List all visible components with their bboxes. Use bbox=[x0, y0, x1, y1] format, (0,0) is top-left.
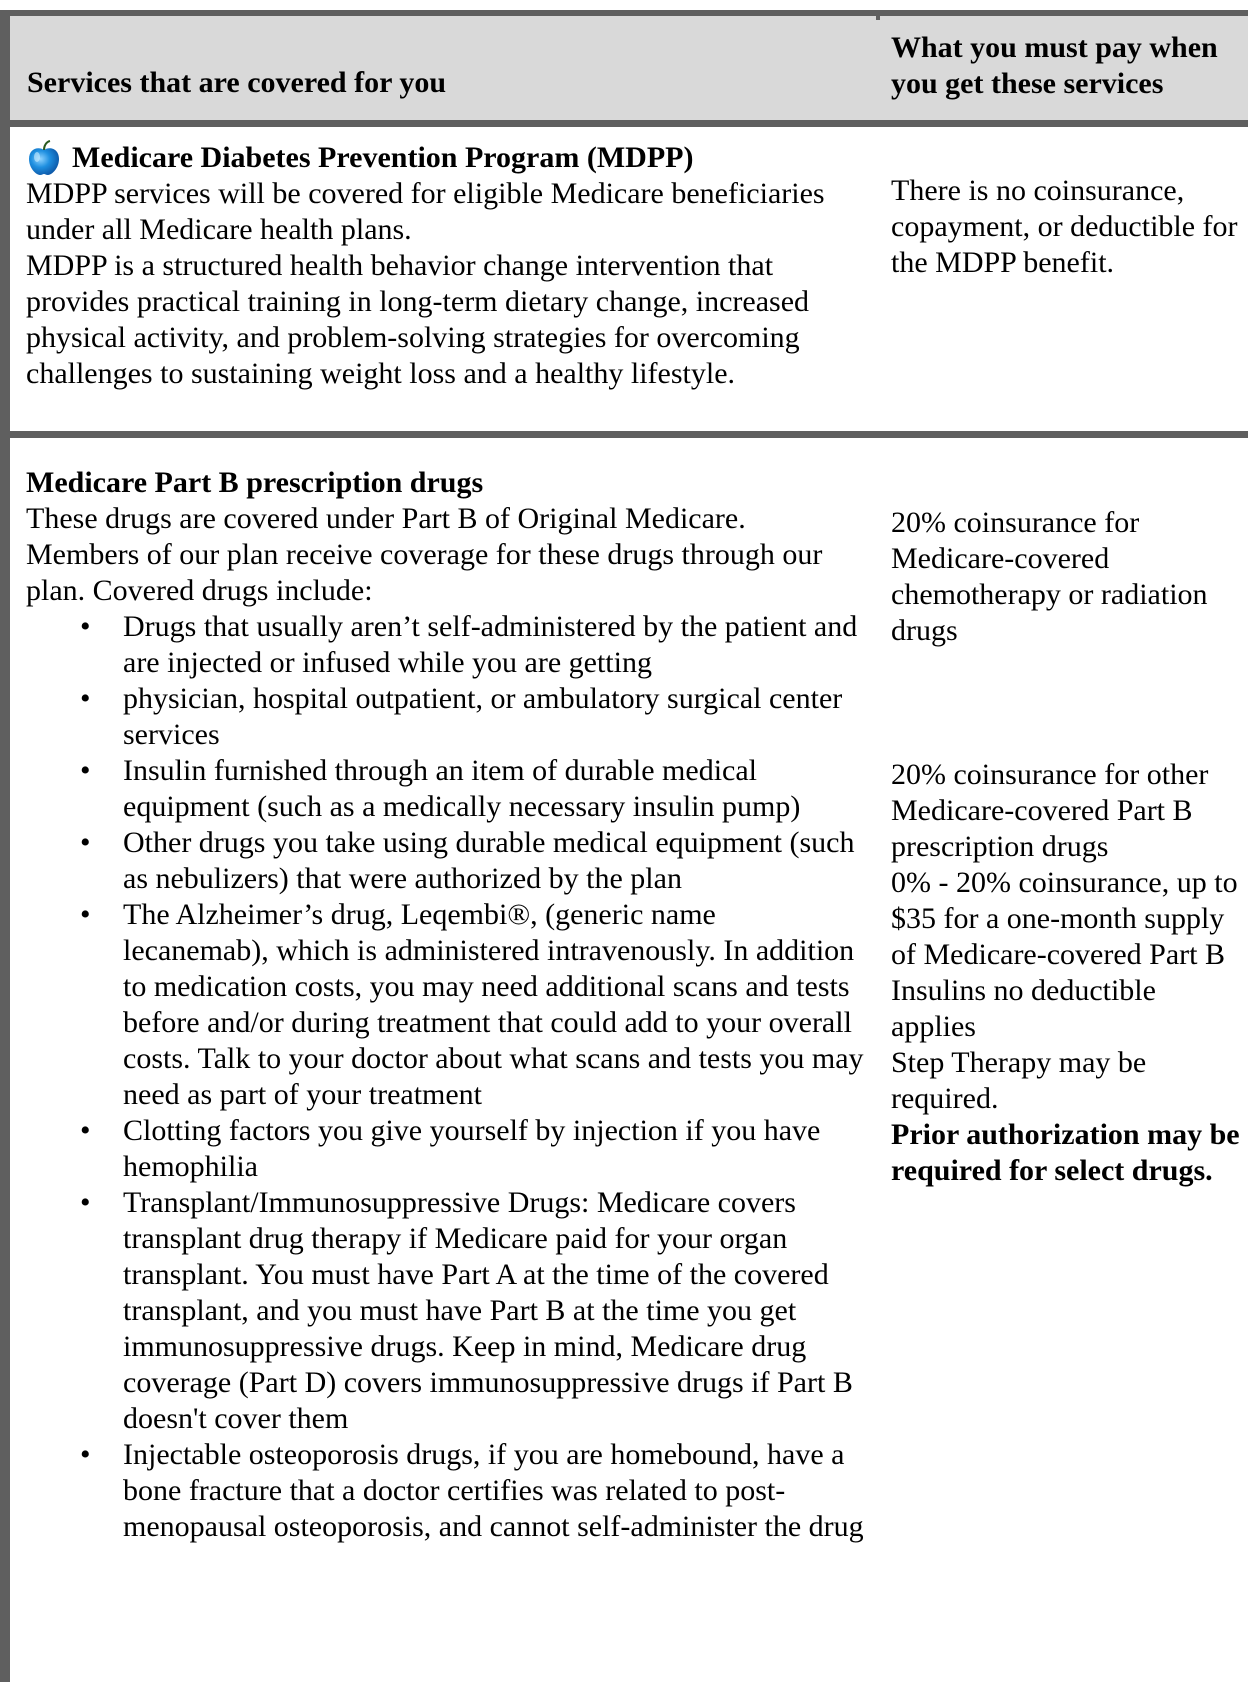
list-item: • Injectable osteoporosis drugs, if you are homebound, have a bone fracture that a doctor certifies was related to post-menopausal osteoporosis, and cannot self-administer the drug bbox=[26, 1437, 866, 1545]
list-item: • physician, hospital outpatient, or ambulatory surgical center services bbox=[26, 681, 866, 753]
partb-title: Medicare Part B prescription drugs bbox=[26, 466, 484, 499]
header-services-column: Services that are covered for you bbox=[27, 66, 447, 99]
mdpp-service-cell bbox=[26, 140, 866, 392]
mdpp-cost-text: There is no coinsurance, copayment, or deductible for the MDPP benefit. bbox=[891, 174, 1238, 279]
apple-icon bbox=[26, 140, 62, 176]
mdpp-paragraph-2: MDPP is a structured health behavior change intervention that provides practical training in long-term dietary change, increased physical activity, and problem-solving strategies for overcoming challenges to sustaining weight loss and a healthy lifestyle. bbox=[26, 249, 810, 390]
partb-prior-authorization: Prior authorization may be required for select drugs. bbox=[891, 1118, 1240, 1187]
row-divider bbox=[10, 431, 1248, 438]
partb-cost-other: 20% coinsurance for other Medicare-covered Part B prescription drugs bbox=[891, 758, 1209, 863]
mdpp-title: Medicare Diabetes Prevention Program (MDPP) bbox=[72, 141, 694, 174]
header-cost-line-2: you get these services bbox=[891, 67, 1164, 100]
list-item: • Other drugs you take using durable medical equipment (such as nebulizers) that were authorized by the plan bbox=[26, 825, 866, 897]
mdpp-cost-cell bbox=[891, 173, 1241, 281]
list-item: • Insulin furnished through an item of durable medical equipment (such as a medically necessary insulin pump) bbox=[26, 753, 866, 825]
partb-cost-cell bbox=[891, 505, 1241, 1189]
mdpp-title-line bbox=[26, 140, 866, 176]
partb-cost-insulin: 0% - 20% coinsurance, up to $35 for a one-month supply of Medicare-covered Part B Insulins no deductible applies bbox=[891, 866, 1238, 1043]
header-cost-column bbox=[891, 30, 1248, 102]
partb-cost-chemo: 20% coinsurance for Medicare-covered chemotherapy or radiation drugs bbox=[891, 506, 1208, 647]
partb-service-cell bbox=[26, 465, 866, 1545]
table-header bbox=[10, 16, 1248, 127]
list-item: • Transplant/Immunosuppressive Drugs: Medicare covers transplant drug therapy if Medicare paid for your organ transplant. You must have Part A at the time of the covered transplant, and you must have Part B at the time you get immunosuppressive drugs. Keep in mind, Medicare drug coverage (Part D) covers immunosuppressive drugs if Part B doesn't cover them bbox=[26, 1185, 866, 1437]
mdpp-paragraph-1: MDPP services will be covered for eligible Medicare beneficiaries under all Medicare health plans. bbox=[26, 177, 825, 246]
header-divider-tick bbox=[876, 14, 880, 20]
list-item: • Drugs that usually aren’t self-administered by the patient and are injected or infused while you are getting bbox=[26, 609, 866, 681]
partb-step-therapy: Step Therapy may be required. bbox=[891, 1046, 1147, 1115]
list-item: • Clotting factors you give yourself by injection if you have hemophilia bbox=[26, 1113, 866, 1185]
partb-intro: These drugs are covered under Part B of Original Medicare. Members of our plan receive coverage for these drugs through our plan. Covered drugs include: bbox=[26, 502, 823, 607]
partb-drug-list bbox=[26, 609, 866, 1545]
header-cost-line-1: What you must pay when bbox=[891, 31, 1218, 64]
list-item: • The Alzheimer’s drug, Leqembi®, (generic name lecanemab), which is administered intravenously. In addition to medication costs, you may need additional scans and tests before and/or during treatment that could add to your overall costs. Talk to your doctor about what scans and tests you may need as part of your treatment bbox=[26, 897, 866, 1113]
